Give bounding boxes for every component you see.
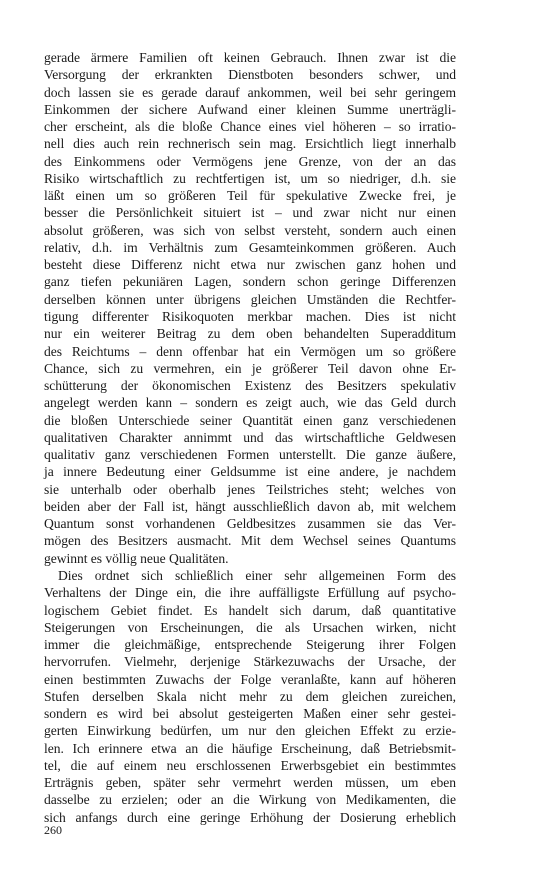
text-line: Risiko wirtschaftlich zu rechtfertigen ist, um so niedriger, d.h. sie (44, 170, 456, 186)
text-line: Verhaltens der Dinge ein, die ihre auffälligste Erfüllung auf psycho- (44, 585, 456, 601)
text-line: die bloßen Unterschiede seiner Quantität einen ganz verschiedenen (44, 412, 456, 428)
text-line: tel, die auf einem neu erschlossenen Erwerbsgebiet ein bestimmtes (44, 757, 456, 773)
text-line: des Einkommens oder Vermögens jene Grenze, von der an das (44, 153, 456, 169)
text-line: sondern es wird bei absolut gesteigerten Maßen einer sehr gestei- (44, 706, 456, 722)
text-line: qualitativ ganz verschiedenen Formen unterstellt. Die ganze äußere, (44, 447, 456, 463)
text-line: gewinnt es völlig neue Qualitäten. (44, 550, 229, 566)
text-line: Quantum sonst vorhandenen Geldbesitzes zusammen sie das Ver- (44, 516, 456, 532)
text-line: ganz tiefen pekuniären Lagen, sondern schon geringe Differenzen (44, 274, 456, 290)
text-line: Versorgung der erkrankten Dienstboten besonders schwer, und (44, 67, 456, 83)
text-line: Steigerungen von Erscheinungen, die als Ursachen wirken, nicht (44, 619, 456, 635)
text-line: ja innere Bedeutung einer Geldsumme ist eine andere, je nachdem (44, 464, 456, 480)
text-line: sich anfangs durch eine geringe Erhöhung der Dosierung erheblich (44, 809, 456, 825)
text-line: Chance, sich zu vermehren, ein je größerer Teil davon ohne Er- (44, 360, 456, 376)
text-line: qualitativen Charakter annimmt und das wirtschaftliche Geldwesen (44, 429, 456, 445)
text-line: derselben können unter übrigens gleichen Umständen die Rechtfer- (44, 291, 456, 307)
body-text (44, 49, 456, 826)
text-line: angelegt werden kann – sondern es zeigt auch, wie das Geld durch (44, 395, 456, 411)
text-line: einen bestimmten Zuwachs der Folge veranlaßte, kann auf höheren (44, 671, 456, 687)
text-line: besteht diese Differenz nicht etwa nur zwischen ganz hohen und (44, 257, 456, 273)
text-line: mögen des Besitzers ausmacht. Mit dem Wechsel seines Quantums (44, 533, 456, 549)
text-line: Einkommen der sichere Aufwand einer kleinen Summe unerträgli- (44, 101, 456, 117)
text-line: Stufen derselben Skala nicht mehr zu dem gleichen zureichen, (44, 688, 456, 704)
text-line: len. Ich erinnere etwa an die häufige Erscheinung, daß Betriebsmit- (44, 740, 456, 756)
text-line: Erträgnis geben, später sehr vermehrt werden müssen, um eben (44, 775, 456, 791)
text-line: tigung differenter Risikoquoten merkbar machen. Dies ist nicht (44, 308, 456, 324)
page-number: 260 (44, 823, 62, 837)
text-line: nell dies auch rein rechnerisch sein mag. Ersichtlich liegt innerhalb (44, 136, 456, 152)
text-line: absolut größeren, was sich von selbst versteht, sondern auch einen (44, 222, 456, 238)
text-line: des Reichtums – denn offenbar hat ein Vermögen um so größere (44, 343, 456, 359)
text-line: besser die Persönlichkeit situiert ist – und zwar nicht nur einen (44, 205, 456, 221)
text-line: immer die gleichmäßige, entsprechende Steigerung ihrer Folgen (44, 637, 456, 653)
text-line: relativ, d.h. im Verhältnis zum Gesamteinkommen größeren. Auch (44, 239, 456, 255)
paragraph (44, 567, 456, 826)
text-line: beiden aber der Fall ist, hängt ausschließlich davon ab, mit welchem (44, 498, 456, 514)
text-line: nur ein weiterer Beitrag zu dem oben behandelten Superadditum (44, 326, 456, 342)
text-line: doch lassen sie es gerade darauf ankommen, weil bei sehr geringem (44, 84, 456, 100)
text-line: cher erscheint, als die bloße Chance eines viel höheren – so irratio- (44, 119, 456, 135)
text-line: logischem Gebiet findet. Es handelt sich darum, daß quantitative (44, 602, 456, 618)
text-line: dasselbe zu erzielen; oder an die Wirkung von Medikamenten, die (44, 792, 456, 808)
text-line: läßt einen um so größeren Teil für spekulative Zwecke frei, je (44, 188, 456, 204)
text-line: gerade ärmere Familien oft keinen Gebrauch. Ihnen zwar ist die (44, 50, 456, 65)
text-line: sie unterhalb oder oberhalb jenes Teilstriches steht; welches von (44, 481, 456, 497)
text-line: hervorrufen. Vielmehr, derjenige Stärkezuwachs der Ursache, der (44, 654, 456, 670)
paragraph (44, 49, 456, 567)
text-line: gerten Einwirkung bedürfen, um nur den gleichen Effekt zu erzie- (44, 723, 456, 739)
text-line: Dies ordnet sich schließlich einer sehr allgemeinen Form des (58, 567, 456, 583)
text-line: schütterung der ökonomischen Existenz des Besitzers spekulativ (44, 378, 456, 394)
